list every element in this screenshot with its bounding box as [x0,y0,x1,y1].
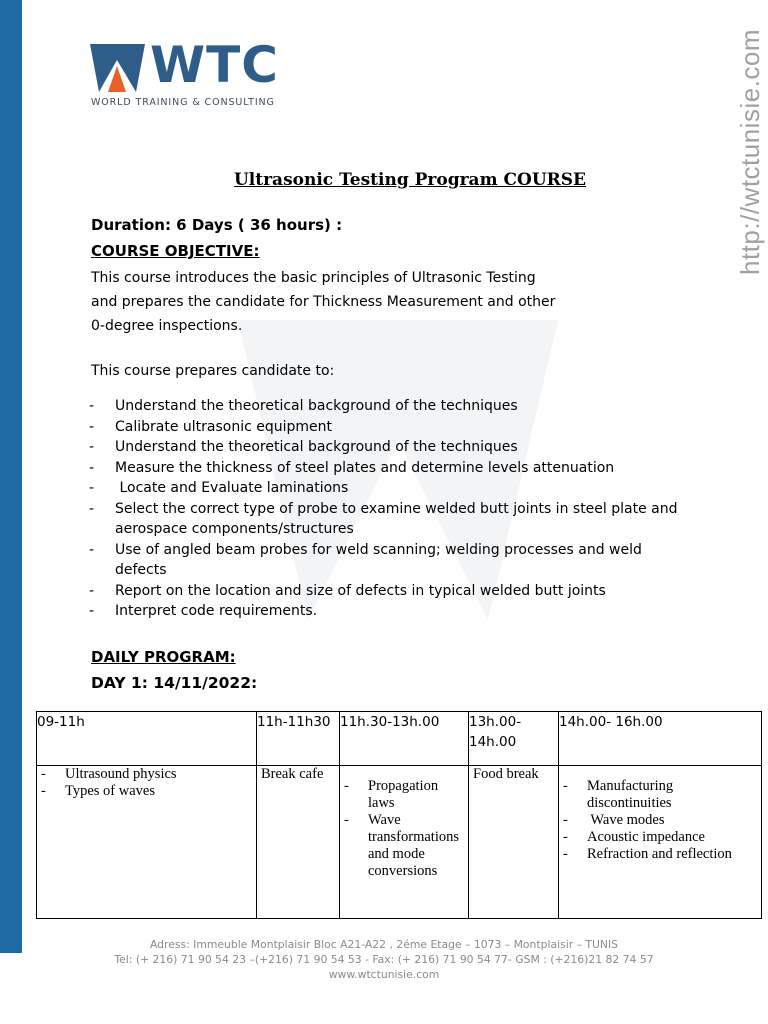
website-vertical-text: http://wtctunisie.com [735,28,765,275]
footer-website: www.wtctunisie.com [328,968,440,981]
table-cell [37,766,257,919]
table-cell: Food break [469,766,559,919]
list-item: - Understand the theoretical background of the techniques [89,398,518,414]
table-header-cell: 14h.00- 16h.00 [559,712,762,766]
list-item: - Measure the thickness of steel plates and determine levels attenuation [89,459,615,476]
side-accent-bar [0,0,22,953]
list-item: - Types of waves [41,783,155,799]
logo-tagline: WORLD TRAINING & CONSULTING [91,97,275,108]
schedule-table [36,711,762,919]
list-item: - Use of angled beam probes for weld scanning; welding processes and weld defects [89,541,642,578]
page-footer [0,937,768,982]
list-item: - Locate and Evaluate laminations [89,480,349,496]
company-logo [90,36,280,112]
list-item: - Ultrasound physics [41,766,177,782]
footer-phones: Tel: (+ 216) 71 90 54 23 –(+216) 71 90 54 53 - Fax: (+ 216) 71 90 54 77- GSM : (+216)21 82 74 57 [114,953,654,966]
logo-mark-icon [90,42,145,94]
list-item: - Propagation laws [344,778,439,811]
table-header-cell: 13h.00-14h.00 [469,712,559,766]
table-row [37,766,762,919]
prepares-intro: This course prepares candidate to: [91,363,335,379]
objective-heading: COURSE OBJECTIVE: [91,242,260,260]
objective-text [91,266,611,338]
day-heading: DAY 1: 14/11/2022: [91,674,258,692]
objective-line: and prepares the candidate for Thickness Measurement and other [91,294,556,310]
table-cell [559,766,762,919]
list-item: - Select the correct type of probe to examine welded butt joints in steel plate and aerospace components/structures [89,500,678,537]
table-cell: Break cafe [257,766,340,919]
list-item: - Wave transformations and mode conversions [344,812,460,879]
footer-address: Adress: Immeuble Montplaisir Bloc A21-A22 , 2éme Etage – 1073 – Montplaisir – TUNIS [149,938,619,951]
list-item: - Refraction and reflection [563,846,732,862]
course-duration: Duration: 6 Days ( 36 hours) : [91,216,343,234]
table-header-cell: 11h-11h30 [257,712,340,766]
course-goals-list [89,396,689,622]
table-header-row [37,712,762,766]
document-title: Ultrasonic Testing Program COURSE [233,170,587,190]
logo-name: WTC [150,36,279,94]
list-item: - Wave modes [563,812,665,828]
table-header-cell: 11h.30-13h.00 [340,712,469,766]
table-header-cell: 09-11h [37,712,257,766]
list-item: - Understand the theoretical background of the techniques [89,439,518,455]
list-item: - Report on the location and size of defects in typical welded butt joints [89,582,606,599]
daily-program-heading: DAILY PROGRAM: [91,648,236,666]
objective-line: 0-degree inspections. [91,318,243,334]
list-item: - Manufacturing discontinuities [563,778,674,811]
table-cell [340,766,469,919]
list-item: - Calibrate ultrasonic equipment [89,418,333,435]
list-item: - Acoustic impedance [563,829,705,845]
list-item: - Interpret code requirements. [89,603,318,619]
objective-line: This course introduces the basic principles of Ultrasonic Testing [91,270,536,286]
